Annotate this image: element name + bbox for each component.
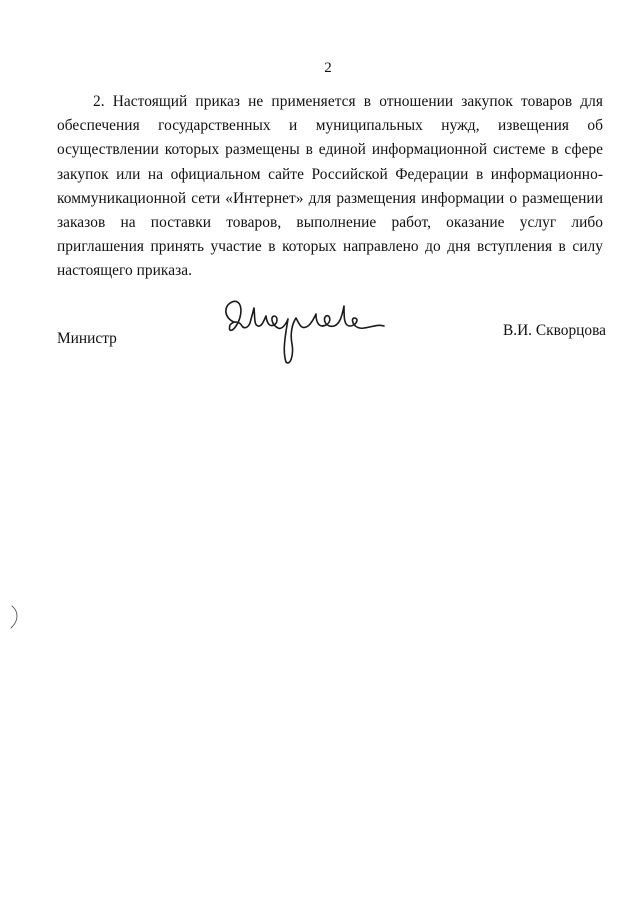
page-number: 2	[324, 60, 332, 76]
scan-edge-mark	[8, 604, 22, 630]
signatory-position: Министр	[57, 330, 117, 347]
body-paragraph: 2. Настоящий приказ не применяется в отношении закупок товаров для обеспечения государственных и муниципальных нужд, извещения об осуществлении которых размещены в единой информационной системе в сфере закупок или на официальном сайте Российской Федерации в информационно-коммуникационной сети «Интернет» для размещения информации о размещении заказов на поставки товаров, выполнение работ, оказание услуг либо приглашения принять участие в которых направлено до дня вступления в силу настоящего приказа.	[57, 93, 603, 280]
signatory-name: В.И. Скворцова	[502, 322, 606, 339]
handwritten-signature	[218, 292, 386, 370]
